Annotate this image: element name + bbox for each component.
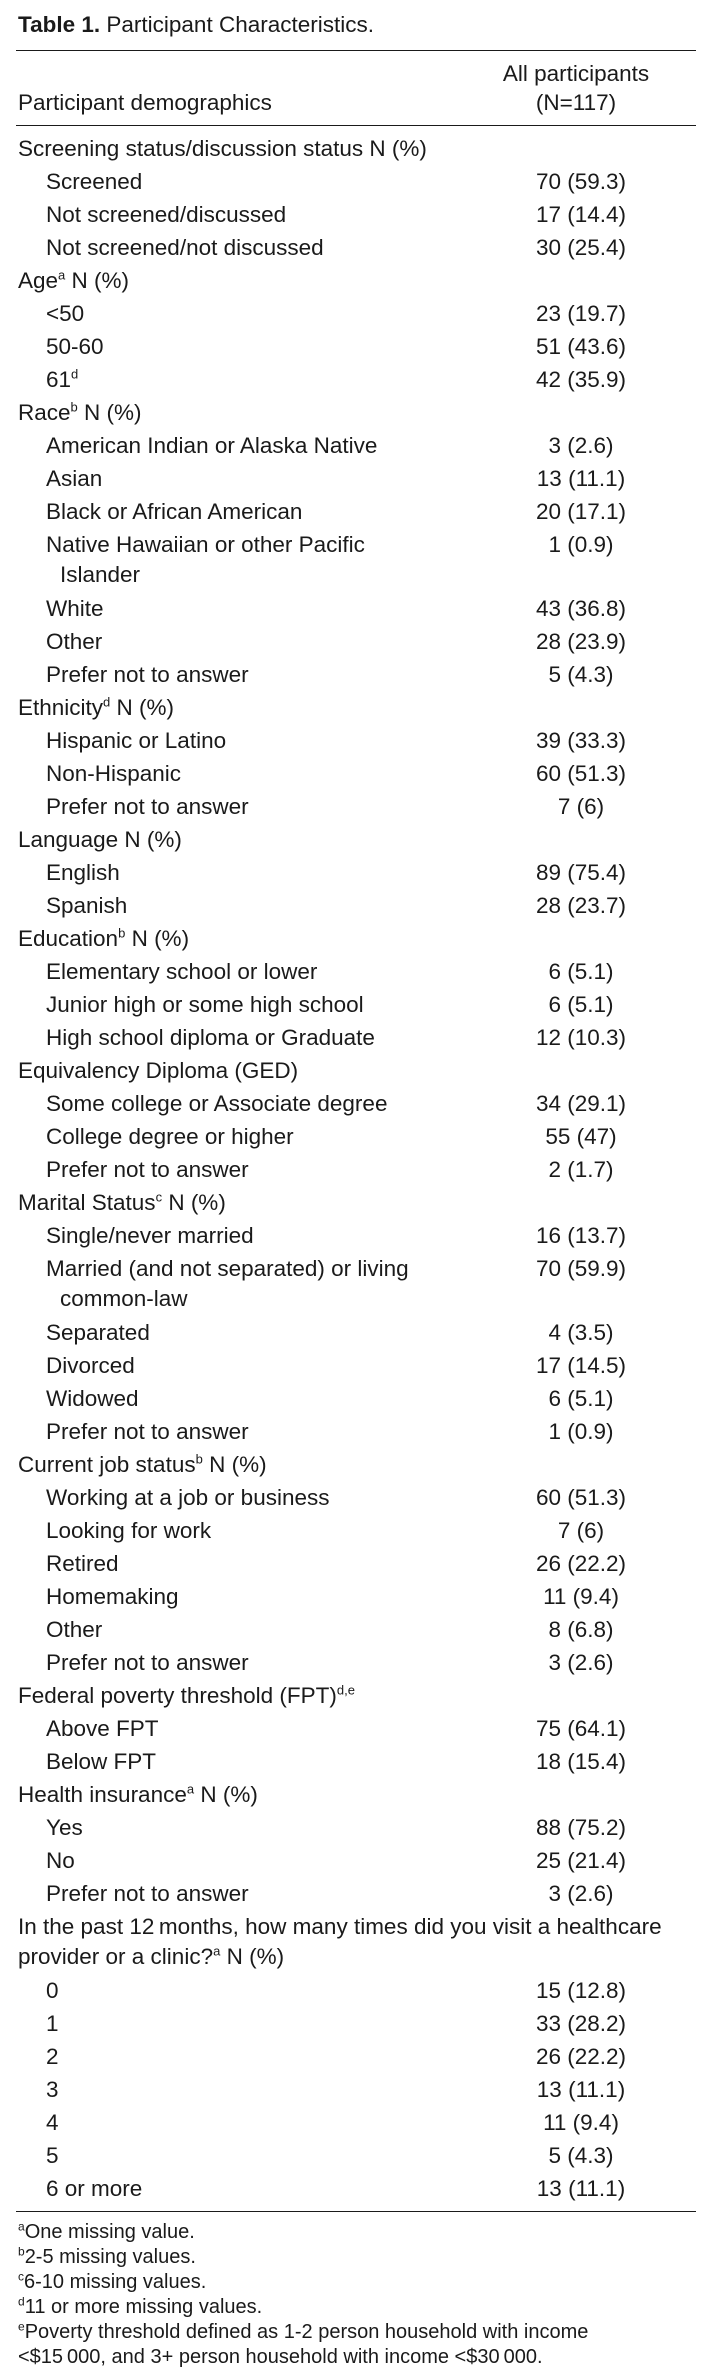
row-label-text: Above FPT: [46, 1716, 159, 1741]
footnote-marker: d: [71, 366, 79, 382]
row-label-text: Prefer not to answer: [46, 1881, 249, 1906]
footnotes: [16, 2212, 696, 2370]
row-value: 26 (22.2): [535, 1551, 627, 1576]
table-row: [16, 1613, 696, 1646]
row-label: [16, 2139, 466, 2172]
row-value: 15 (12.8): [535, 1978, 627, 2003]
row-label-text: Below FPT: [46, 1749, 157, 1774]
table-row: [16, 2172, 696, 2205]
category-text: In the past 12 months, how many times did you visit a healthcare: [18, 1914, 662, 1939]
category-text: Screening status/discussion status N (%): [18, 136, 427, 161]
category-suffix: N (%): [202, 1452, 267, 1477]
row-label: [16, 856, 466, 889]
category-row: [16, 823, 696, 856]
row-value: 43 (36.8): [535, 596, 627, 621]
category-row: [16, 264, 696, 297]
row-label: [16, 1745, 466, 1778]
row-label-text: No: [46, 1848, 75, 1873]
table-row: [16, 1547, 696, 1580]
table-row: [16, 330, 696, 363]
row-label: [16, 1974, 466, 2007]
row-value: 18 (15.4): [535, 1749, 627, 1774]
row-label-text: Asian: [46, 466, 103, 491]
category-suffix: N (%): [77, 400, 142, 425]
header-all-participants: [466, 59, 696, 117]
row-label: [16, 1712, 466, 1745]
footnote-marker: a: [58, 267, 66, 283]
row-label: [16, 1120, 466, 1153]
footnote-text: 2-5 missing values.: [24, 2246, 196, 2268]
row-label-text: Widowed: [46, 1386, 139, 1411]
row-label: [16, 2007, 466, 2040]
row-label-text: High school diploma or Graduate: [46, 1025, 375, 1050]
row-label: [16, 1811, 466, 1844]
category-label: [16, 1054, 696, 1087]
row-label-text: Other: [46, 629, 103, 654]
category-label: [16, 132, 696, 165]
row-label-text: Other: [46, 1617, 103, 1642]
footnote-text: One missing value.: [24, 2221, 195, 2243]
row-label-text: Looking for work: [46, 1518, 212, 1543]
table-row: [16, 1316, 696, 1349]
category-suffix: N (%): [194, 1782, 258, 1807]
row-value: 6 (5.1): [548, 992, 614, 1017]
row-value: 55 (47): [545, 1124, 617, 1149]
row-label: [16, 592, 466, 625]
footnote-marker: d: [103, 694, 111, 710]
table-row: [16, 1481, 696, 1514]
row-label: [16, 429, 466, 462]
row-label: [16, 2172, 466, 2205]
row-label-text: 5: [46, 2143, 59, 2168]
table-row: [16, 889, 696, 922]
category-label: [16, 823, 696, 856]
row-value: 13 (11.1): [536, 466, 626, 491]
footnote-marker: b: [195, 1451, 203, 1467]
table-row: [16, 495, 696, 528]
category-label: [16, 691, 696, 724]
row-value: 89 (75.4): [535, 860, 627, 885]
header-all-participants-line2: (N=117): [535, 90, 617, 115]
row-label-text: White: [46, 596, 104, 621]
category-label: [16, 1910, 696, 1974]
row-value: 60 (51.3): [535, 761, 627, 786]
table-row: [16, 1153, 696, 1186]
row-value: 6 (5.1): [548, 1386, 614, 1411]
row-label: [16, 1219, 466, 1252]
table-row: [16, 2040, 696, 2073]
row-label: [16, 1252, 466, 1316]
footnote-text: 11 or more missing values.: [24, 2296, 263, 2318]
row-label-text: Prefer not to answer: [46, 1650, 249, 1675]
category-label: [16, 264, 696, 297]
category-text: Health insurance: [18, 1782, 187, 1807]
row-label-text: 2: [46, 2044, 59, 2069]
row-label-text: College degree or higher: [46, 1124, 294, 1149]
row-label: [16, 2040, 466, 2073]
category-row: [16, 922, 696, 955]
footnote: [18, 2345, 696, 2370]
category-label: [16, 1448, 696, 1481]
row-value: 28 (23.9): [535, 629, 627, 654]
row-value: 42 (35.9): [535, 367, 627, 392]
category-text: Marital Status: [18, 1190, 156, 1215]
category-text: Current job status: [18, 1452, 196, 1477]
row-label-text: Retired: [46, 1551, 119, 1576]
footnote: [18, 2220, 696, 2245]
row-value: 7 (6): [557, 1518, 605, 1543]
footnote-marker: b: [18, 2244, 25, 2259]
row-label-text: Homemaking: [46, 1584, 179, 1609]
row-label: [16, 955, 466, 988]
row-label: [16, 1153, 466, 1186]
category-text: Ethnicity: [18, 695, 104, 720]
table-header: [16, 51, 696, 125]
row-value: 39 (33.3): [535, 728, 627, 753]
row-label-text: Working at a job or business: [46, 1485, 330, 1510]
category-row: [16, 1778, 696, 1811]
row-value: 8 (6.8): [548, 1617, 614, 1642]
row-value: 70 (59.3): [535, 169, 627, 194]
row-value: 5 (4.3): [548, 662, 614, 687]
row-label: [16, 724, 466, 757]
row-label: [16, 495, 466, 528]
row-value: 12 (10.3): [535, 1025, 627, 1050]
row-value: 23 (19.7): [535, 301, 627, 326]
row-label-line2: common-law: [60, 1286, 188, 1311]
row-label-text: 0: [46, 1978, 59, 2003]
table-row: [16, 165, 696, 198]
row-label-text: Prefer not to answer: [46, 662, 249, 687]
row-label: [16, 1844, 466, 1877]
row-label-text: Not screened/discussed: [46, 202, 287, 227]
category-row: [16, 1679, 696, 1712]
row-label: [16, 1877, 466, 1910]
category-row: [16, 396, 696, 429]
table-row: [16, 2106, 696, 2139]
header-demographics: Participant demographics: [18, 90, 272, 115]
category-text: Equivalency Diploma (GED): [18, 1058, 299, 1083]
row-label: [16, 297, 466, 330]
footnote-marker: a: [18, 2219, 25, 2234]
table-row: [16, 1811, 696, 1844]
footnote-text: <$15 000, and 3+ person household with income <$30 000.: [18, 2346, 543, 2368]
table-row: [16, 1021, 696, 1054]
table-row: [16, 724, 696, 757]
table-row: [16, 1219, 696, 1252]
table-title: [18, 10, 696, 40]
row-label: [16, 757, 466, 790]
row-label: [16, 1580, 466, 1613]
category-row: [16, 1910, 696, 1974]
table-row: [16, 1712, 696, 1745]
table-row: [16, 1415, 696, 1448]
category-row: [16, 1186, 696, 1219]
row-label: [16, 889, 466, 922]
category-label: [16, 396, 696, 429]
footnote-marker: a: [213, 1943, 221, 1959]
table-row: [16, 1382, 696, 1415]
row-value: 17 (14.5): [535, 1353, 627, 1378]
row-value: 20 (17.1): [535, 499, 627, 524]
category-text: Race: [18, 400, 71, 425]
table-row: [16, 1514, 696, 1547]
row-value: 28 (23.7): [535, 893, 627, 918]
table-body-wrap: [16, 126, 696, 2211]
row-value: 25 (21.4): [535, 1848, 627, 1873]
row-value: 30 (25.4): [535, 235, 627, 260]
row-label-text: American Indian or Alaska Native: [46, 433, 378, 458]
table-row: [16, 988, 696, 1021]
row-label-text: Prefer not to answer: [46, 794, 249, 819]
row-label-text: Some college or Associate degree: [46, 1091, 388, 1116]
row-value: 33 (28.2): [535, 2011, 627, 2036]
table-row: [16, 625, 696, 658]
row-label: [16, 1646, 466, 1679]
row-value: 1 (0.9): [548, 532, 614, 557]
row-value: 75 (64.1): [535, 1716, 627, 1741]
row-label-text: Single/never married: [46, 1223, 254, 1248]
row-label-text: Elementary school or lower: [46, 959, 318, 984]
table-number: Table 1.: [18, 12, 101, 37]
row-value: 6 (5.1): [548, 959, 614, 984]
row-label-text: Black or African American: [46, 499, 303, 524]
row-label-text: 6 or more: [46, 2176, 143, 2201]
row-value: 3 (2.6): [548, 1650, 614, 1675]
row-label: [16, 1415, 466, 1448]
table-row: [16, 2139, 696, 2172]
category-text: Federal poverty threshold (FPT): [18, 1683, 337, 1708]
row-value: 3 (2.6): [548, 433, 614, 458]
row-label: [16, 1613, 466, 1646]
row-value: 17 (14.4): [535, 202, 627, 227]
row-value: 11 (9.4): [543, 2110, 619, 2135]
row-label: [16, 330, 466, 363]
row-label-text: Non-Hispanic: [46, 761, 182, 786]
row-label-text: 61: [46, 367, 72, 392]
category-row: [16, 1448, 696, 1481]
header-all-participants-line1: All participants: [502, 61, 650, 86]
row-value: 4 (3.5): [548, 1320, 614, 1345]
row-label-text: <50: [46, 301, 85, 326]
row-label-text: Prefer not to answer: [46, 1157, 249, 1182]
row-value: 13 (11.1): [536, 2176, 626, 2201]
row-label: [16, 1316, 466, 1349]
row-label-text: Not screened/not discussed: [46, 235, 324, 260]
row-label-text: Hispanic or Latino: [46, 728, 227, 753]
row-label: [16, 1087, 466, 1120]
row-value: 7 (6): [557, 794, 605, 819]
row-label: [16, 790, 466, 823]
table-row: [16, 1120, 696, 1153]
row-value: 11 (9.4): [543, 1584, 619, 1609]
category-row: [16, 1054, 696, 1087]
row-value: 34 (29.1): [535, 1091, 627, 1116]
category-suffix: N (%): [65, 268, 130, 293]
table-row: [16, 1877, 696, 1910]
footnote: [18, 2320, 696, 2345]
row-label: [16, 231, 466, 264]
row-label: [16, 1481, 466, 1514]
table-row: [16, 658, 696, 691]
category-text-line2: provider or a clinic?: [18, 1944, 214, 1969]
table-row: [16, 1087, 696, 1120]
footnote: [18, 2295, 696, 2320]
footnote: [18, 2270, 696, 2295]
row-label: [16, 2106, 466, 2139]
category-label: [16, 1186, 696, 1219]
footnote-marker: b: [118, 925, 126, 941]
table-row: [16, 790, 696, 823]
table-row: [16, 1580, 696, 1613]
row-value: 1 (0.9): [548, 1419, 614, 1444]
footnote-text: Poverty threshold defined as 1-2 person household with income: [24, 2321, 589, 2343]
row-label: [16, 1547, 466, 1580]
row-value: 13 (11.1): [536, 2077, 626, 2102]
category-text: Education: [18, 926, 119, 951]
row-label: [16, 363, 466, 396]
row-label: [16, 988, 466, 1021]
row-label-text: 3: [46, 2077, 59, 2102]
table-row: [16, 1745, 696, 1778]
row-label-text: Married (and not separated) or living: [46, 1256, 409, 1281]
category-row: [16, 691, 696, 724]
characteristics-table: [16, 132, 696, 2205]
row-label: [16, 198, 466, 231]
category-row: [16, 132, 696, 165]
row-value: 51 (43.6): [535, 334, 627, 359]
category-suffix: N (%): [162, 1190, 226, 1215]
table-row: [16, 1646, 696, 1679]
row-label: [16, 528, 466, 592]
row-label-text: Yes: [46, 1815, 83, 1840]
footnote-marker: e: [18, 2319, 25, 2334]
table-row: [16, 757, 696, 790]
table-row: [16, 2007, 696, 2040]
table-row: [16, 198, 696, 231]
table-row: [16, 592, 696, 625]
row-label-text: English: [46, 860, 120, 885]
footnote-marker: d,e: [336, 1682, 355, 1698]
table-row: [16, 2073, 696, 2106]
category-suffix: N (%): [110, 695, 175, 720]
row-label: [16, 1349, 466, 1382]
row-label-text: 1: [46, 2011, 59, 2036]
row-label: [16, 165, 466, 198]
table-row: [16, 1974, 696, 2007]
row-value: 60 (51.3): [535, 1485, 627, 1510]
table-row: [16, 1252, 696, 1316]
table-row: [16, 856, 696, 889]
row-label-text: Spanish: [46, 893, 128, 918]
row-label-text: Separated: [46, 1320, 150, 1345]
row-value: 70 (59.9): [535, 1256, 627, 1281]
table-body: [16, 132, 696, 2205]
row-label-line2: Islander: [60, 562, 141, 587]
category-label: [16, 1778, 696, 1811]
row-label-text: Native Hawaiian or other Pacific: [46, 532, 365, 557]
row-label-text: Screened: [46, 169, 143, 194]
footnote-marker: d: [18, 2294, 25, 2309]
row-value: 2 (1.7): [548, 1157, 614, 1182]
row-value: 88 (75.2): [535, 1815, 627, 1840]
row-label: [16, 658, 466, 691]
row-value: 26 (22.2): [535, 2044, 627, 2069]
row-label-text: Junior high or some high school: [46, 992, 364, 1017]
category-text: Language N (%): [18, 827, 182, 852]
footnote-marker: b: [70, 399, 78, 415]
footnote: [18, 2245, 696, 2270]
row-label-text: Prefer not to answer: [46, 1419, 249, 1444]
row-label: [16, 1382, 466, 1415]
row-label: [16, 2073, 466, 2106]
footnote-marker: a: [186, 1781, 195, 1797]
table-row: [16, 528, 696, 592]
table-row: [16, 1844, 696, 1877]
row-label: [16, 625, 466, 658]
row-label-text: 50-60: [46, 334, 104, 359]
row-value: 3 (2.6): [548, 1881, 614, 1906]
row-label: [16, 1514, 466, 1547]
row-label: [16, 1021, 466, 1054]
row-value: 16 (13.7): [535, 1223, 627, 1248]
row-label-text: 4: [46, 2110, 59, 2135]
table-row: [16, 462, 696, 495]
category-label: [16, 1679, 696, 1712]
category-text: Age: [18, 268, 59, 293]
row-label: [16, 462, 466, 495]
category-label: [16, 922, 696, 955]
footnote-text: 6-10 missing values.: [24, 2271, 207, 2293]
footnote-marker: c: [18, 2269, 24, 2284]
table-row: [16, 955, 696, 988]
table-caption: Participant Characteristics.: [106, 12, 374, 37]
category-suffix: N (%): [125, 926, 190, 951]
row-label-text: Divorced: [46, 1353, 135, 1378]
row-value: 5 (4.3): [548, 2143, 614, 2168]
table-row: [16, 231, 696, 264]
table-row: [16, 429, 696, 462]
table-row: [16, 363, 696, 396]
category-suffix: N (%): [220, 1944, 285, 1969]
table-row: [16, 297, 696, 330]
table-row: [16, 1349, 696, 1382]
footnote-marker: c: [155, 1189, 163, 1205]
